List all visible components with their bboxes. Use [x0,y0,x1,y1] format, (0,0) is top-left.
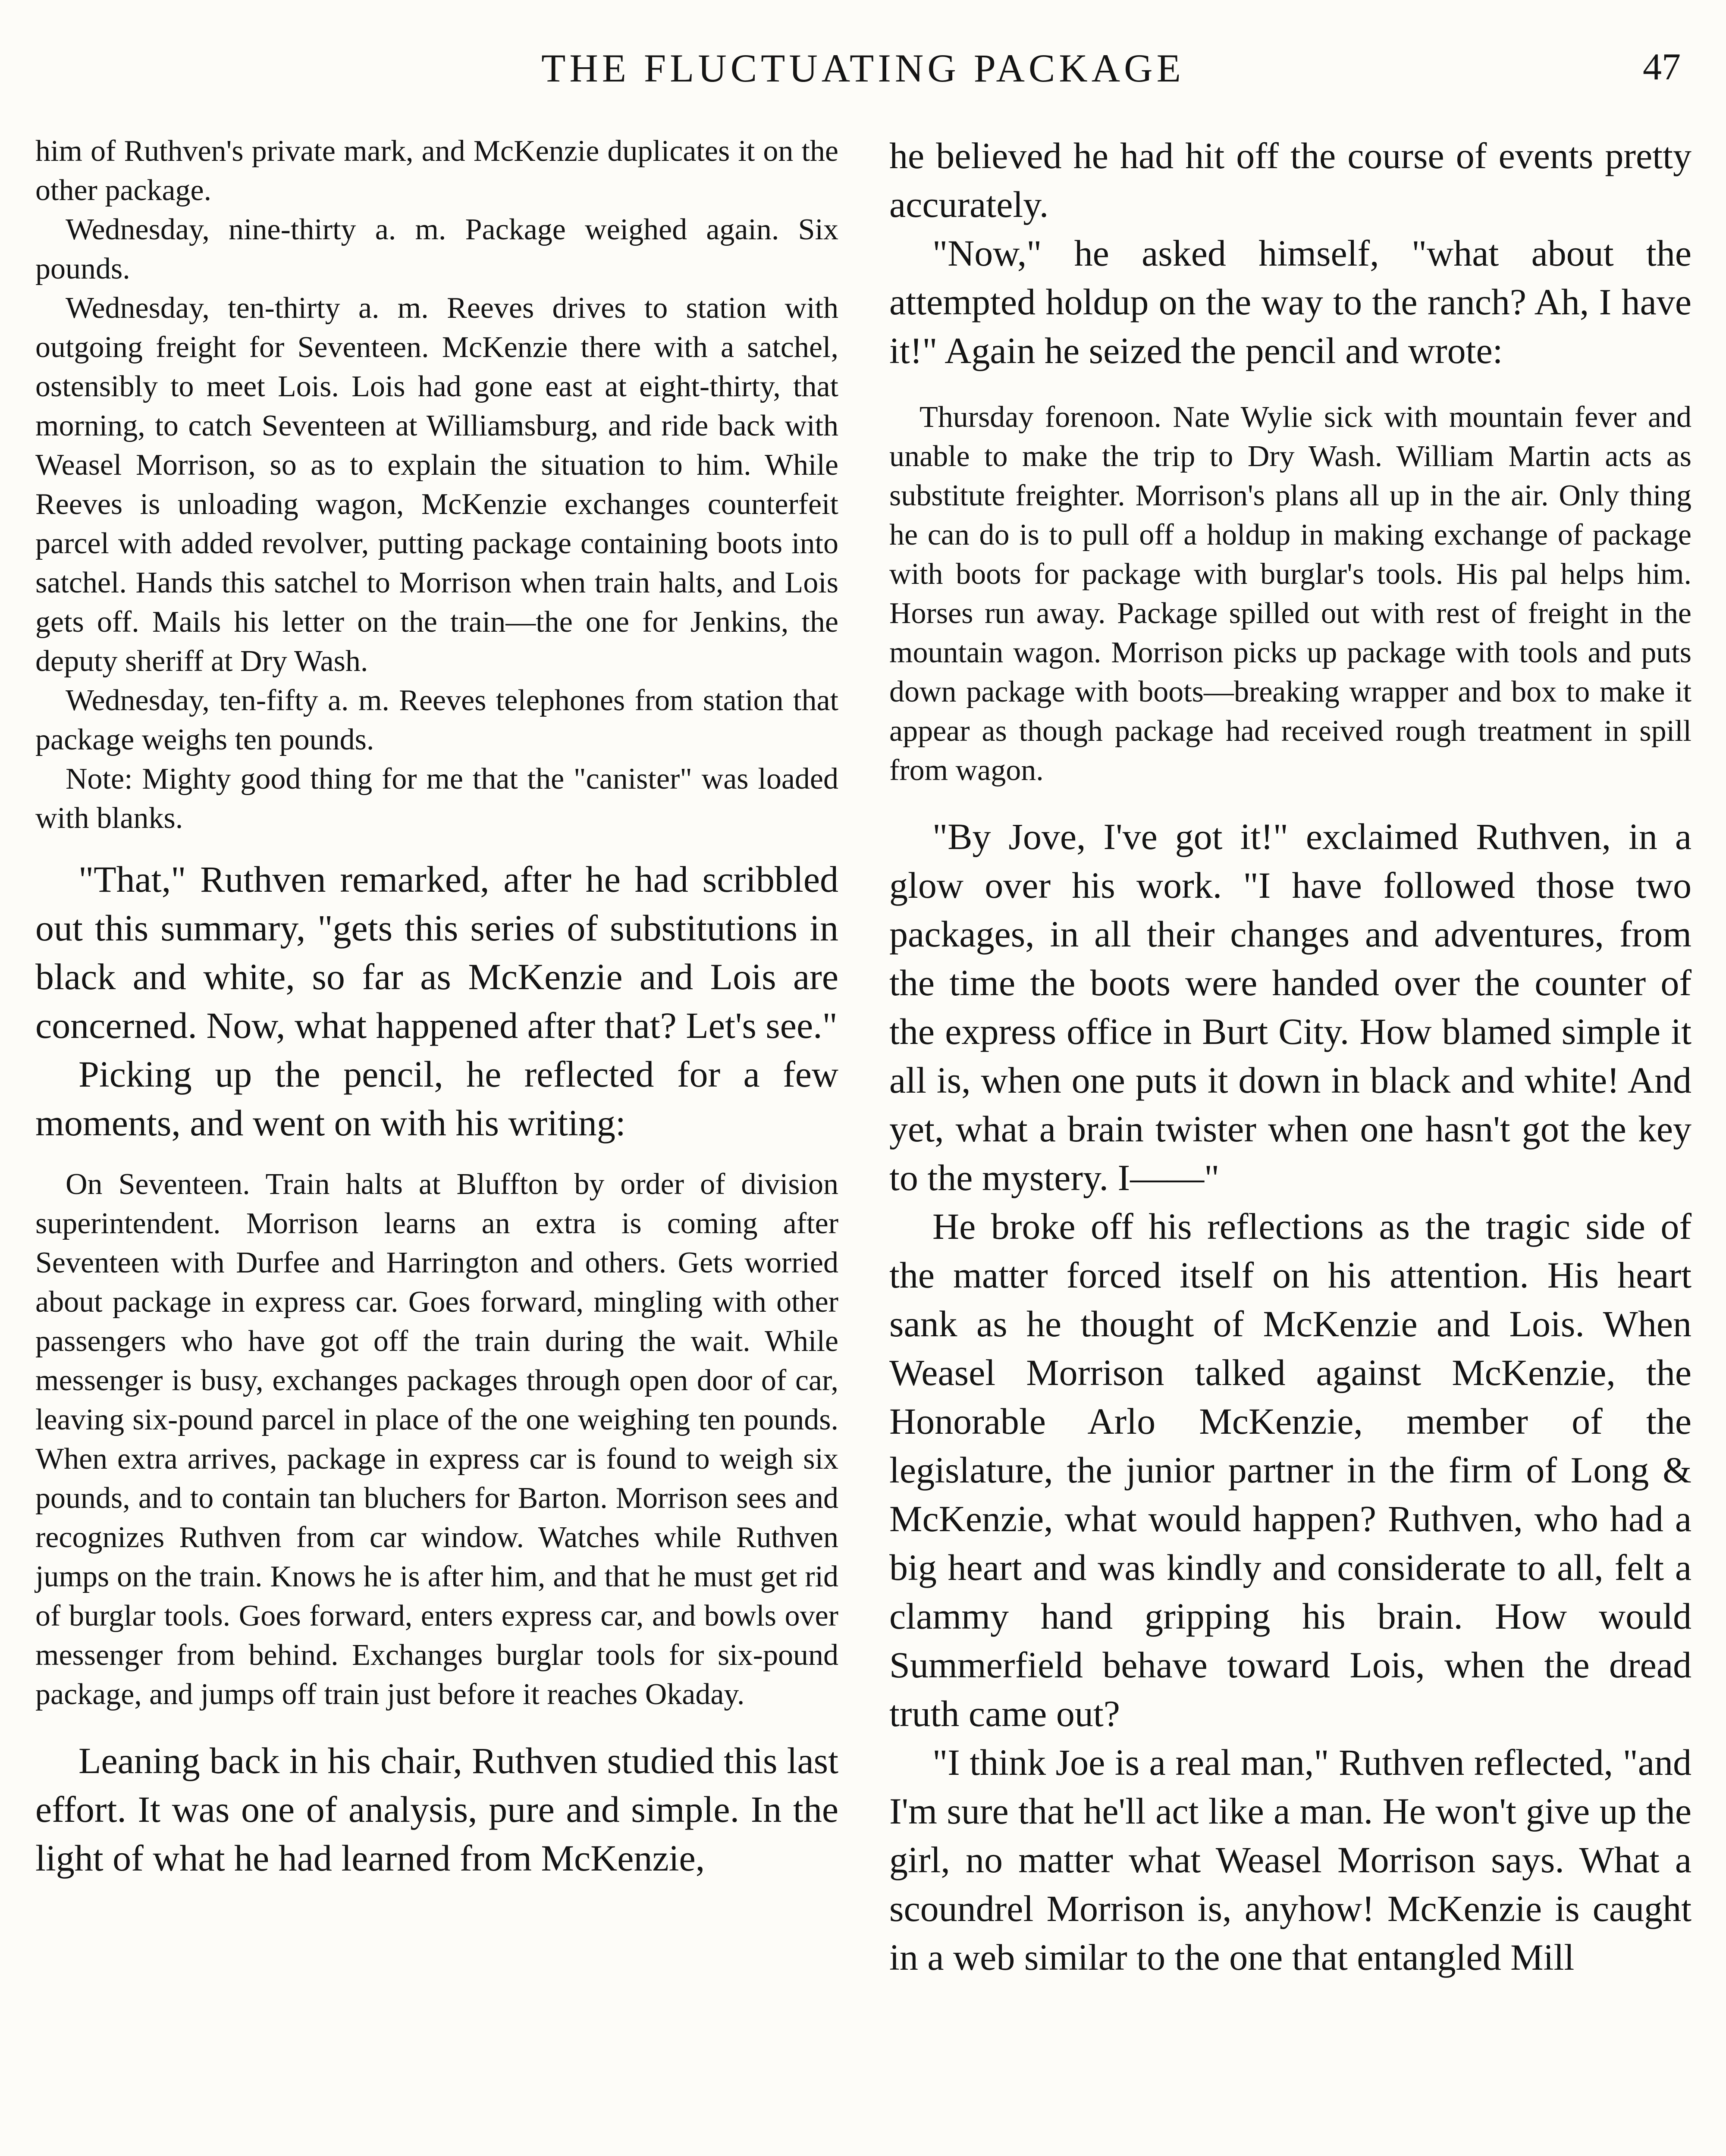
page-header [41,41,1685,97]
running-title: THE FLUCTUATING PACKAGE [541,46,1185,90]
right-column [889,132,1691,1982]
narrative-block-4 [889,812,1691,1982]
narrative-block-1 [35,855,838,1147]
narrative-paragraph: he believed he had hit off the course of events pretty accurately. [889,135,1691,225]
left-column [35,132,838,1883]
narrative-paragraph: "I think Joe is a real man," Ruthven reflected, "and I'm sure that he'll act like a man. He won't give up the girl, no matter what Weasel Morrison says. What a scoundrel Morrison is, anyhow! McKenzie is caught in a web similar to the one that entangled Mill [889,1742,1691,1978]
summary-paragraph: Wednesday, nine-thirty a. m. Package weighed again. Six pounds. [35,213,838,285]
summary-block-1 [35,132,838,838]
summary-paragraph: Note: Mighty good thing for me that the "canister" was loaded with blanks. [35,762,838,835]
page-number: 47 [1643,46,1681,88]
summary-block-2 [35,1165,838,1714]
narrative-block-3 [889,132,1691,375]
narrative-paragraph: "That," Ruthven remarked, after he had scribbled out this summary, "gets this series of substitutions in black and white, so far as McKenzie and Lois are concerned. Now, what happened after that? Let's see." [35,859,838,1046]
summary-paragraph: Wednesday, ten-thirty a. m. Reeves drives to station with outgoing freight for Seventeen. McKenzie there with a satchel, ostensibly to meet Lois. Lois had gone east at eight-thirty, that morning, to catch Seventeen at Williamsburg, and ride back with Weasel Morrison, so as to explain the situation to him. While Reeves is unloading wagon, McKenzie exchanges counterfeit parcel with added revolver, putting package containing boots into satchel. Hands this satchel to Morrison when train halts, and Lois gets off. Mails his letter on the train—the one for Jenkins, the deputy sheriff at Dry Wash. [35,291,838,678]
narrative-paragraph: Picking up the pencil, he reflected for a few moments, and went on with his writing: [35,1053,838,1144]
summary-paragraph: Wednesday, ten-fifty a. m. Reeves telephones from station that package weighs ten pounds. [35,684,838,756]
summary-paragraph: On Seventeen. Train halts at Bluffton by order of division superintendent. Morrison learns an extra is coming after Seventeen with Durfee and Harrington and others. Gets worried about package in express car. Goes forward, mingling with other passengers who have got off the train during the wait. While messenger is busy, exchanges packages through open door of car, leaving six-pound parcel in place of the one weighing ten pounds. When extra arrives, package in express car is found to weigh six pounds, and to contain tan bluchers for Barton. Morrison sees and recognizes Ruthven from car window. Watches while Ruthven jumps on the train. Knows he is after him, and that he must get rid of burglar tools. Goes forward, enters express car, and bowls over messenger from behind. Exchanges burglar tools for six-pound package, and jumps off train just before it reaches Okaday. [35,1168,838,1711]
summary-block-3 [889,398,1691,790]
summary-paragraph: Thursday forenoon. Nate Wylie sick with mountain fever and unable to make the trip to Dry Wash. William Martin acts as substitute freighter. Morrison's plans all up in the air. Only thing he can do is to pull off a holdup in making exchange of package with boots for package with burglar's tools. His pal helps him. Horses run away. Package spilled out with rest of freight in the mountain wagon. Morrison picks up package with tools and puts down package with boots—breaking wrapper and box to make it appear as though package had received rough treatment in spill from wagon. [889,401,1691,787]
narrative-paragraph: "By Jove, I've got it!" exclaimed Ruthven, in a glow over his work. "I have followed those two packages, in all their changes and adventures, from the time the boots were handed over the counter of the express office in Burt City. How blamed simple it all is, when one puts it down in black and white! And yet, what a brain twister when one hasn't got the key to the mystery. I——" [889,816,1691,1198]
summary-paragraph: him of Ruthven's private mark, and McKenzie duplicates it on the other package. [35,135,838,207]
narrative-paragraph: Leaning back in his chair, Ruthven studied this last effort. It was one of analysis, pure and simple. In the light of what he had learned from McKenzie, [35,1740,838,1879]
narrative-paragraph: "Now," he asked himself, "what about the attempted holdup on the way to the ranch? Ah, I have it!" Again he seized the pencil and wrote: [889,232,1691,371]
narrative-paragraph: He broke off his reflections as the tragic side of the matter forced itself on his attention. His heart sank as he thought of McKenzie and Lois. When Weasel Morrison talked against McKenzie, the Honorable Arlo McKenzie, member of the legislature, the junior partner in the firm of Long & McKenzie, what would happen? Ruthven, who had a big heart and was kindly and considerate to all, felt a clammy hand gripping his brain. How would Summerfield behave toward Lois, when the dread truth came out? [889,1206,1691,1734]
narrative-block-2 [35,1736,838,1883]
